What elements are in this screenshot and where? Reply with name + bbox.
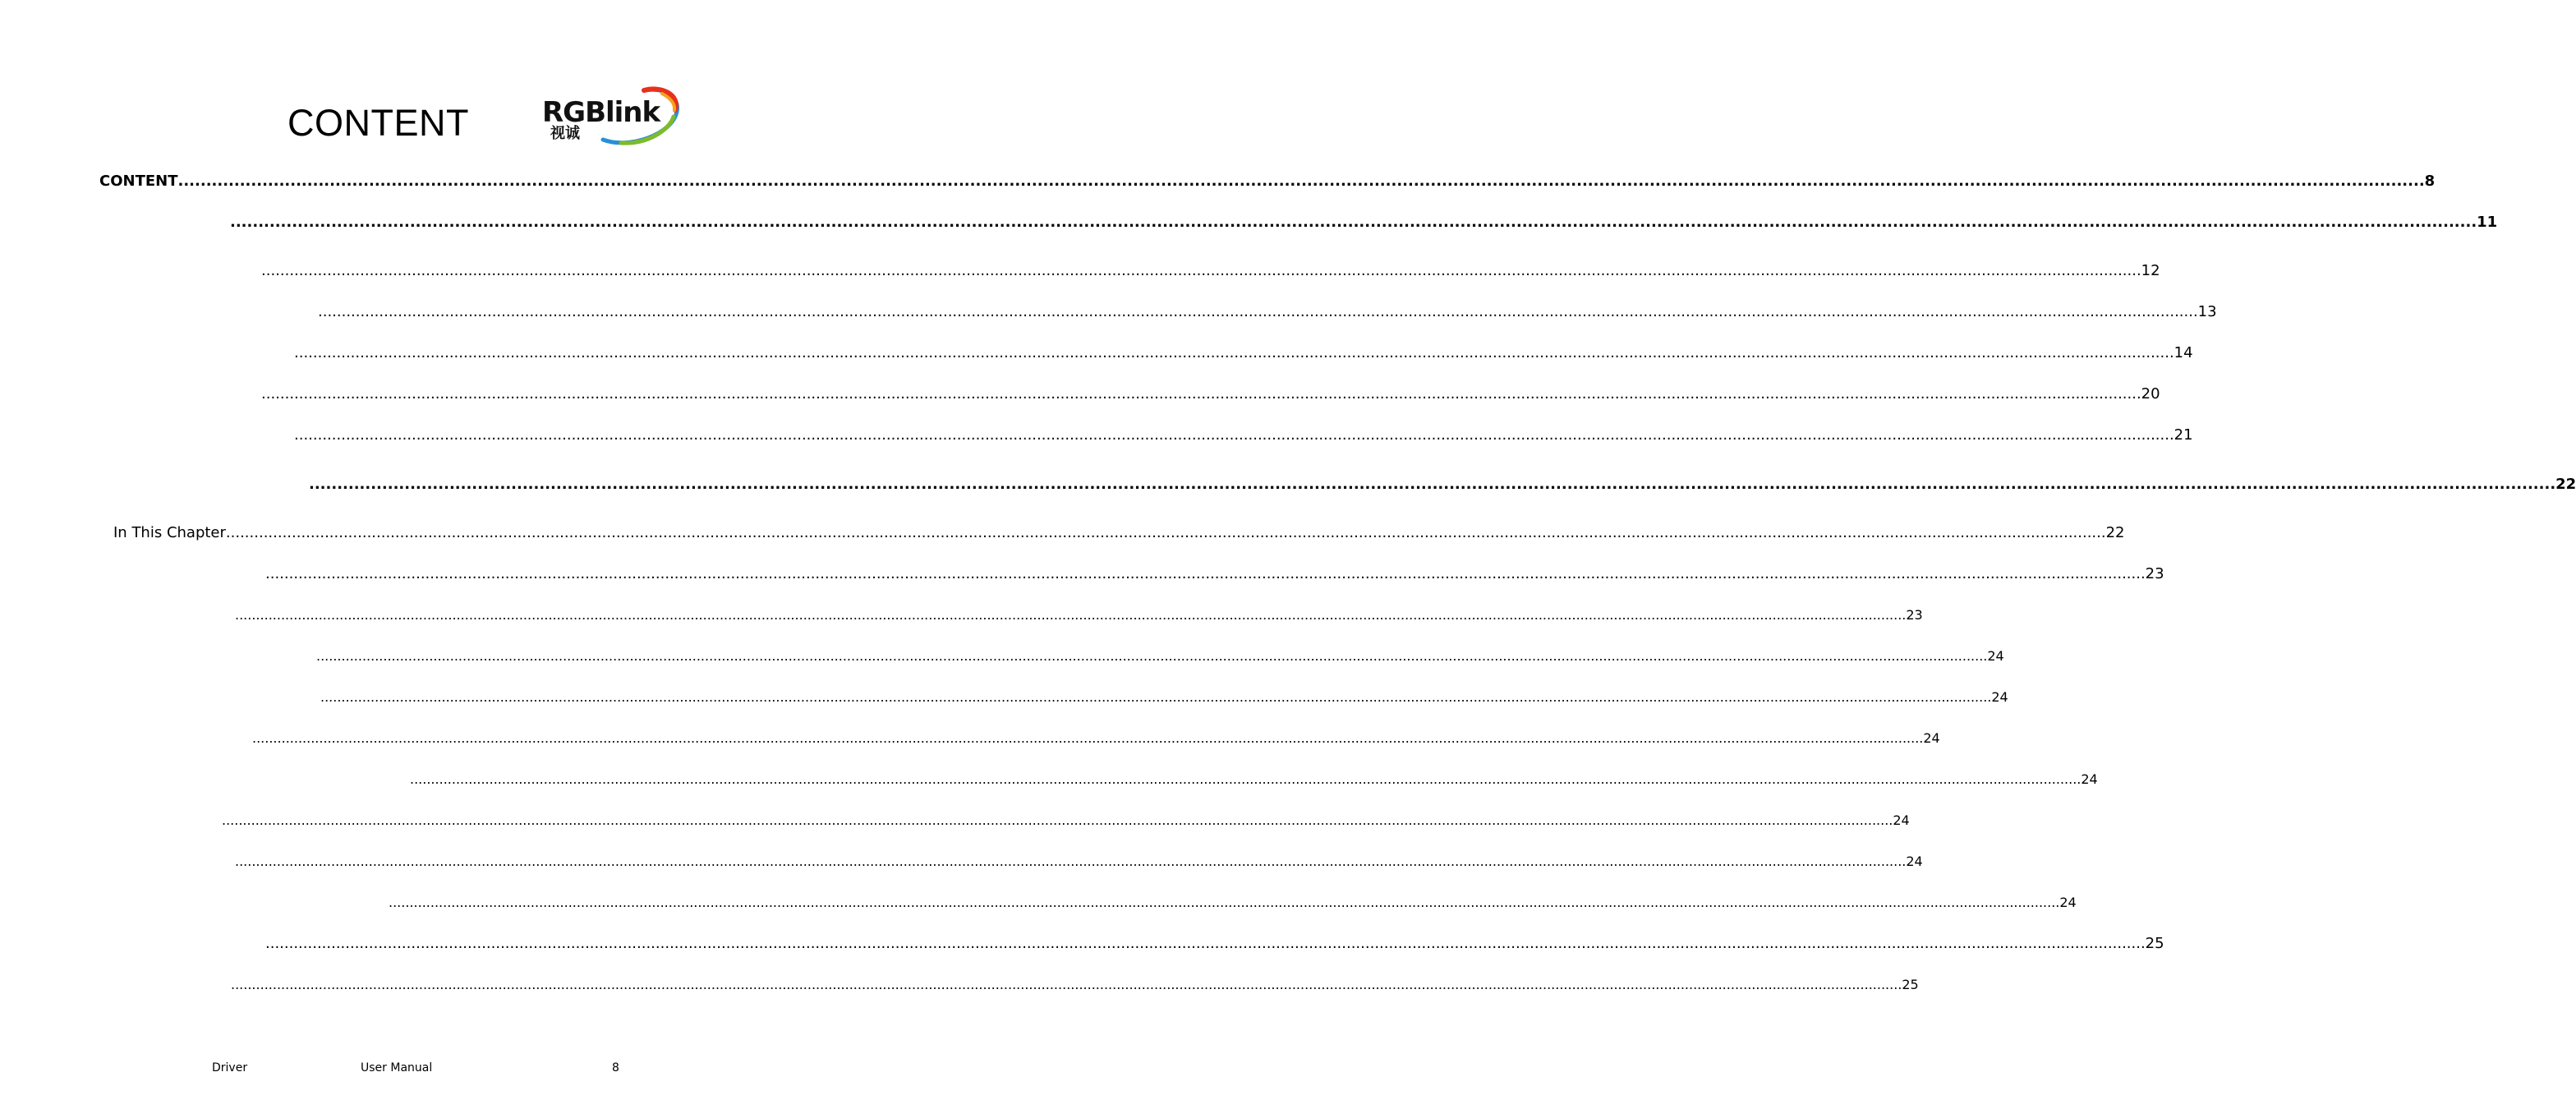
toc-dot-leader: ................................................................................................................................................................................................................................................................................................................................................................................................................ <box>265 935 2146 952</box>
toc-entry[interactable] <box>318 301 2217 323</box>
toc-dot-leader: ................................................................................................................................................................................................................................................................................................................................................................................................................ <box>235 607 1907 623</box>
toc-entry-page: 13 <box>2197 303 2217 320</box>
toc-dot-leader: ................................................................................................................................................................................................................................................................................................................................................................................................................ <box>252 730 1924 746</box>
toc-entry-page: 24 <box>1991 689 2008 705</box>
toc-dot-leader: ................................................................................................................................................................................................................................................................................................................................................................................................................ <box>318 303 2198 320</box>
toc-dot-leader: ................................................................................................................................................................................................................................................................................................................................................................................................................ <box>177 173 2425 190</box>
toc-entry[interactable] <box>294 343 2193 364</box>
toc-entry[interactable] <box>261 260 2160 282</box>
toc-entry-page: 24 <box>1906 854 1923 869</box>
toc-entry-page: 24 <box>1923 730 1940 746</box>
toc-entry-page: 24 <box>1893 812 1910 828</box>
toc-entry-page: 25 <box>2145 935 2164 952</box>
toc-entry[interactable] <box>294 425 2193 446</box>
toc-entry-page: 22 <box>2555 476 2576 493</box>
toc-entry-label: CONTENT <box>99 173 178 190</box>
toc-dot-leader: ................................................................................................................................................................................................................................................................................................................................................................................................................ <box>389 895 2060 910</box>
toc-dot-leader: ................................................................................................................................................................................................................................................................................................................................................................................................................ <box>265 565 2146 582</box>
toc-entry[interactable] <box>410 769 2098 790</box>
toc-entry[interactable] <box>316 646 2004 667</box>
toc-entry[interactable] <box>113 522 2125 544</box>
toc-entry[interactable] <box>99 171 2436 192</box>
footer-page-number: 8 <box>612 1061 619 1074</box>
toc-entry[interactable] <box>230 212 2498 233</box>
toc-entry-page: 11 <box>2477 214 2498 231</box>
toc-entry[interactable] <box>309 474 2576 495</box>
toc-entry[interactable] <box>222 810 1910 831</box>
toc-entry[interactable] <box>320 687 2008 708</box>
toc-entry-page: 23 <box>1906 607 1923 623</box>
toc-entry-label: In This Chapter <box>113 524 226 541</box>
toc-dot-leader: ................................................................................................................................................................................................................................................................................................................................................................................................................ <box>309 476 2556 493</box>
toc-entry[interactable] <box>389 892 2077 913</box>
toc-entry-page: 24 <box>2059 895 2077 910</box>
footer-product: Driver <box>212 1061 248 1074</box>
toc-entry[interactable] <box>265 933 2164 955</box>
svg-text:视诚: 视诚 <box>550 125 580 142</box>
toc-entry-page: 14 <box>2174 344 2193 361</box>
toc-dot-leader: ................................................................................................................................................................................................................................................................................................................................................................................................................ <box>261 385 2141 403</box>
toc-entry-page: 21 <box>2174 426 2193 444</box>
toc-entry[interactable] <box>252 728 1940 749</box>
toc-entry-page: 24 <box>2081 771 2098 787</box>
toc-dot-leader: ................................................................................................................................................................................................................................................................................................................................................................................................................ <box>230 214 2477 231</box>
toc-dot-leader: ................................................................................................................................................................................................................................................................................................................................................................................................................ <box>316 648 1988 664</box>
toc-entry-page: 12 <box>2141 262 2160 279</box>
toc-dot-leader: ................................................................................................................................................................................................................................................................................................................................................................................................................ <box>320 689 1992 705</box>
toc-entry-page: 8 <box>2424 173 2436 190</box>
toc-dot-leader: ................................................................................................................................................................................................................................................................................................................................................................................................................ <box>225 524 2106 541</box>
toc-dot-leader: ................................................................................................................................................................................................................................................................................................................................................................................................................ <box>235 854 1907 869</box>
toc-dot-leader: ................................................................................................................................................................................................................................................................................................................................................................................................................ <box>294 344 2174 361</box>
toc-entry-page: 23 <box>2145 565 2164 582</box>
toc-entry[interactable] <box>235 605 1923 626</box>
toc-entry-page: 20 <box>2141 385 2160 403</box>
svg-text:RGBlink: RGBlink <box>542 96 660 129</box>
toc-entry[interactable] <box>261 384 2160 405</box>
toc-entry[interactable] <box>231 974 1919 996</box>
toc-dot-leader: ................................................................................................................................................................................................................................................................................................................................................................................................................ <box>294 426 2174 444</box>
toc-entry-page: 24 <box>1987 648 2004 664</box>
toc-dot-leader: ................................................................................................................................................................................................................................................................................................................................................................................................................ <box>222 812 1893 828</box>
toc-dot-leader: ................................................................................................................................................................................................................................................................................................................................................................................................................ <box>261 262 2141 279</box>
toc-entry-page: 22 <box>2105 524 2125 541</box>
toc-dot-leader: ................................................................................................................................................................................................................................................................................................................................................................................................................ <box>410 771 2082 787</box>
toc-entry[interactable] <box>265 564 2164 585</box>
rgblink-logo <box>539 85 683 148</box>
page-title: CONTENT <box>288 102 469 144</box>
toc-dot-leader: ................................................................................................................................................................................................................................................................................................................................................................................................................ <box>231 977 1902 992</box>
toc-entry[interactable] <box>235 851 1923 872</box>
toc-entry-page: 25 <box>1902 977 1919 992</box>
footer-manual: User Manual <box>361 1061 433 1074</box>
